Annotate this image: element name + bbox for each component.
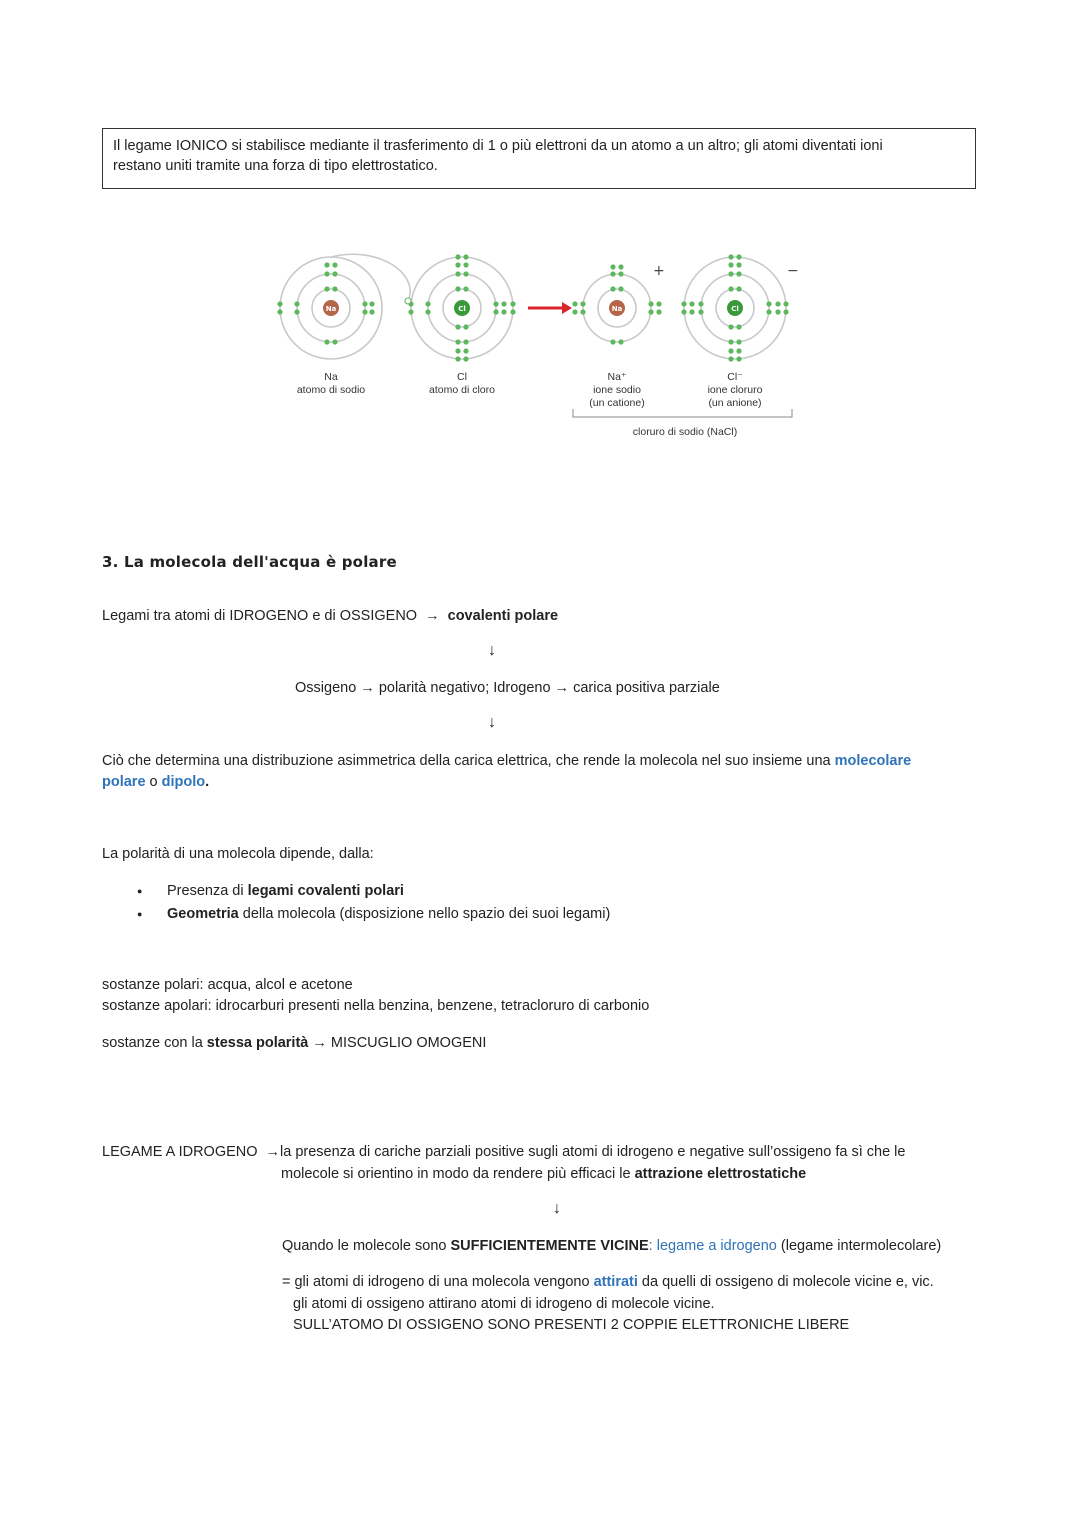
bonds-line (102, 606, 558, 627)
electron (736, 286, 741, 291)
na-ion-caption (567, 371, 667, 410)
electron (455, 356, 460, 361)
electron (332, 262, 337, 267)
down-arrow-3: ↓ (553, 1200, 561, 1217)
bullet1-bold: legami covalenti polari (247, 883, 404, 899)
electron (610, 271, 615, 276)
electron (369, 309, 374, 314)
electron (332, 286, 337, 291)
electron (463, 324, 468, 329)
cl-ion-label: ione cloruro (707, 384, 763, 396)
electron (618, 271, 623, 276)
compound-bracket (573, 409, 792, 417)
electron (736, 348, 741, 353)
down-arrow-2: ↓ (488, 714, 496, 731)
electron (294, 301, 299, 306)
na-atom-label: atomo di sodio (296, 384, 366, 396)
na-ion-symbol-label: Na⁺ (607, 371, 627, 383)
electron (580, 309, 585, 314)
electron (736, 262, 741, 267)
electron (728, 254, 733, 259)
electron (572, 309, 577, 314)
na-atom-symbol: Na (324, 371, 338, 383)
na-ion-sub: (un catione) (589, 397, 645, 409)
same-polarity-bold: stessa polarità (206, 1035, 309, 1051)
electron (689, 301, 694, 306)
electron (618, 264, 623, 269)
list-item (137, 903, 610, 926)
intro-definition-box (102, 128, 976, 189)
distribution-text: Ciò che determina una distribuzione asimmetrica della carica elettrica, che rende la molecola nel suo insieme una (102, 753, 831, 769)
electron (648, 309, 653, 314)
same-polarity-pre: sostanze con la (102, 1035, 203, 1051)
electron (463, 254, 468, 259)
electron (736, 324, 741, 329)
electron (580, 301, 585, 306)
cl-ion-sub: (un anione) (708, 397, 762, 409)
distribution-end: . (205, 774, 210, 790)
electron (689, 309, 694, 314)
electron (775, 309, 780, 314)
term-molecolare: molecolare (834, 753, 912, 769)
bullet1-pre: Presenza di (167, 883, 244, 899)
hb-eq-line-1 (282, 1272, 934, 1293)
na-atom-caption (281, 371, 381, 397)
hb-arrow: → (265, 1144, 281, 1160)
electron (510, 309, 515, 314)
hb-label: LEGAME A IDROGENO (102, 1144, 258, 1160)
hb-close-post: (legame intermolecolare) (780, 1238, 942, 1254)
hb-close-pre: Quando le molecole sono (282, 1238, 447, 1254)
polarity-factors-list (137, 880, 610, 926)
electron (783, 309, 788, 314)
electron (455, 262, 460, 267)
intro-line-2: restano uniti tramite una forza di tipo elettrostatico. (113, 158, 438, 174)
electron (728, 262, 733, 267)
electron (648, 301, 653, 306)
hb-desc-line-2-bold: attrazione elettrostatiche (634, 1166, 807, 1182)
electron (463, 339, 468, 344)
electron (766, 301, 771, 306)
term-dipolo: dipolo (161, 774, 206, 790)
electron (728, 286, 733, 291)
cl-ion-symbol: Cl (731, 305, 739, 313)
depends-intro: La polarità di una molecola dipende, dalla: (102, 846, 374, 862)
electron (463, 262, 468, 267)
na-symbol: Na (325, 305, 337, 313)
bullet2-bold: Geometria (167, 906, 239, 922)
cl-ion-symbol-label: Cl⁻ (727, 371, 743, 383)
electron (501, 301, 506, 306)
electron (425, 301, 430, 306)
electron (728, 339, 733, 344)
electron (493, 301, 498, 306)
electron (728, 348, 733, 353)
ionic-bond-diagram (270, 245, 810, 445)
electron (736, 339, 741, 344)
electron (277, 309, 282, 314)
electron (728, 324, 733, 329)
hb-close-blue: legame a idrogeno (656, 1238, 777, 1254)
electron (698, 301, 703, 306)
electron (610, 339, 615, 344)
cl-atom-label: atomo di cloro (429, 384, 495, 396)
electron (698, 309, 703, 314)
electron (324, 286, 329, 291)
polarity-line: Ossigeno → polarità negativo; Idrogeno → carica positiva parziale (295, 680, 720, 696)
cl-symbol: Cl (458, 305, 466, 313)
electron (455, 286, 460, 291)
term-polare: polare (102, 774, 146, 790)
cl-ion-caption (685, 371, 785, 410)
hb-desc-line-2 (281, 1164, 806, 1185)
electron (493, 309, 498, 314)
electron (332, 339, 337, 344)
bonds-arrow: → (425, 608, 440, 624)
electron (728, 356, 733, 361)
section-heading: 3. La molecola dell'acqua è polare (102, 553, 397, 571)
list-item (137, 880, 610, 903)
electron (463, 348, 468, 353)
electron (736, 254, 741, 259)
electron (362, 309, 367, 314)
bonds-text: Legami tra atomi di IDROGENO e di OSSIGENO (102, 608, 418, 624)
intro-line-1: Il legame IONICO si stabilisce mediante il trasferimento di 1 o più elettroni da un atomo a un altro; gli atomi diventati ioni (113, 138, 883, 154)
cl-atom-caption (412, 371, 512, 397)
hb-eq-post: da quelli di ossigeno di molecole vicine e, vic. (641, 1274, 934, 1290)
hb-eq-line-3: SULL’ATOMO DI OSSIGENO SONO PRESENTI 2 COPPIE ELETTRONICHE LIBERE (293, 1317, 850, 1333)
electron (728, 271, 733, 276)
apolar-substances: sostanze apolari: idrocarburi presenti nella benzina, benzene, tetracloruro di carbonio (102, 998, 650, 1014)
cl-atom-symbol: Cl (457, 371, 467, 383)
hb-eq-pre: = gli atomi di idrogeno di una molecola vengono (282, 1274, 590, 1290)
electron (408, 309, 413, 314)
bonds-result: covalenti polare (447, 608, 559, 624)
hb-eq-line-2: gli atomi di ossigeno attirano atomi di idrogeno di molecole vicine. (293, 1296, 715, 1312)
electron (324, 262, 329, 267)
distribution-paragraph (102, 751, 952, 793)
electron (656, 309, 661, 314)
electron (463, 271, 468, 276)
electron (324, 339, 329, 344)
electron (736, 356, 741, 361)
hb-close-line (282, 1236, 941, 1257)
electron (455, 254, 460, 259)
electron (332, 271, 337, 276)
electron (618, 339, 623, 344)
same-polarity-line (102, 1033, 486, 1054)
electron (510, 301, 515, 306)
electron (656, 301, 661, 306)
electron (455, 324, 460, 329)
electron (572, 301, 577, 306)
ionic-bond-svg (270, 245, 810, 445)
distribution-o: o (149, 774, 158, 790)
electron (681, 301, 686, 306)
polar-substances: sostanze polari: acqua, alcol e acetone (102, 977, 353, 993)
electron (766, 309, 771, 314)
electron (783, 301, 788, 306)
hb-close-colon: : (648, 1238, 653, 1254)
hb-desc-line-2-pre: molecole si orientino in modo da rendere più efficaci le (281, 1166, 631, 1182)
hb-close-bold: SUFFICIENTEMENTE VICINE (450, 1238, 649, 1254)
compound-caption: cloruro di sodio (NaCl) (632, 426, 738, 438)
down-arrow-1: ↓ (488, 642, 496, 659)
reaction-arrow-head (562, 302, 572, 314)
electron (369, 301, 374, 306)
positive-charge: + (653, 263, 665, 279)
hb-eq-blue: attirati (593, 1274, 638, 1290)
electron (294, 309, 299, 314)
electron (610, 264, 615, 269)
electron (277, 301, 282, 306)
bullet2-rest: della molecola (disposizione nello spazio dei suoi legami) (242, 906, 611, 922)
same-polarity-post: → MISCUGLIO OMOGENI (312, 1035, 487, 1051)
electron (324, 271, 329, 276)
electron (425, 309, 430, 314)
negative-charge: − (787, 263, 799, 279)
electron (463, 356, 468, 361)
electron (610, 286, 615, 291)
electron (501, 309, 506, 314)
electron (455, 348, 460, 353)
electron (455, 271, 460, 276)
electron (362, 301, 367, 306)
na-ion-label: ione sodio (593, 384, 641, 396)
electron (455, 339, 460, 344)
hydrogen-bond-label (102, 1142, 280, 1163)
electron (736, 271, 741, 276)
electron (775, 301, 780, 306)
electron (463, 286, 468, 291)
electron (618, 286, 623, 291)
na-ion-symbol: Na (611, 305, 623, 313)
transferred-electron (405, 298, 411, 304)
electron (681, 309, 686, 314)
hb-desc-line-1: la presenza di cariche parziali positive sugli atomi di idrogeno e negative sull’ossigeno fa sì che le (280, 1144, 906, 1160)
